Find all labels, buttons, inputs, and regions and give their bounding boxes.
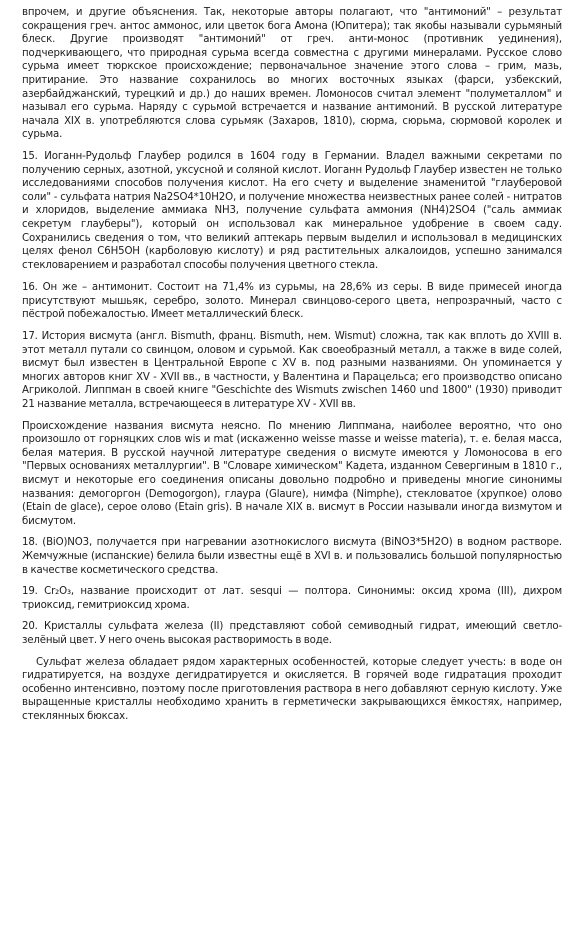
paragraph-note-18-bismuth-nitrate: 18. (BiO)NO3, получается при нагревании азотнокислого висмута (BiNO3*5H2O) в водном растворе. Жемчужные (испанские) белила были известны ещё в XVI в. и пользовались большой популярностью в качестве косметического средства. — [22, 537, 562, 576]
paragraph-bismuth-name-origin: Происхождение названия висмута неясно. По мнению Липпмана, наиболее вероятно, что оно произошло от горняцких слов wis и mat (искаженно weisse masse и weisse materia), т. е. белая масса, белая материя. В русской научной литературе сведения о висмуте имеются у Ломоносова в его "Первых основаниях металлургии". В "Словаре химическом" Кадета, изданном Севергиным в 1810 г., висмут и некоторые его соединения описаны довольно подробно и приведены многие синонимы названия: демогоргон (Demogorgon), глаура (Glaure), нимфа (Nimphe), стекловатое (хрупкое) олово (Etain de glace), серое олово (Etain gris). В начале XIX в. висмут в России называли иногда визмутом и бисмутом. — [22, 420, 562, 527]
paragraph-note-15-glauber: 15. Иоганн-Рудольф Глаубер родился в 1604 году в Германии. Владел важными секретами по получению серных, азотной, уксусной и соляной кислот. Иоганн Рудольф Глаубер известен не только исследованиями способов получения кислот. На его счету и выделение знаменитой "глауберовой соли" - сульфата натрия Na2SO4*10H2O, и получение множества неизвестных ранее солей - нитратов и хлоридов, выделение аммиака NH3, получение сульфата аммония (NH4)2SO4 ("саль аммиак секретум глауберы"), который он использовал как минеральное удобрение в своем саду. Сохранились сведения о том, что великий аптекарь первым выделил и использовал в медицинских целях фенол C6H5OH (карболовую кислоту) и ряд растительных алкалоидов, успешно занимался стекловарением и разработал способы получения цветного стекла. — [22, 150, 562, 271]
paragraph-iron-sulfate-storage: Сульфат железа обладает рядом характерных особенностей, которые следует учесть: в воде он гидратируется, на воздухе дегидратируется и окисляется. В горячей воде гидратация проходит особенно интенсивно, поэтому после приготовления раствора в него добавляют серную кислоту. Уже выращенные кристаллы необходимо хранить в герметически закрывающихся ёмкостях, например, стеклянных бюксах. — [22, 656, 562, 722]
paragraph-antimony-etymology: впрочем, и другие объяснения. Так, некоторые авторы полагают, что "антимоний" – результат сокращения греч. антос аммонос, или цветок бога Амона (Юпитера); так якобы называли сурьмяный блеск. Другие производят "антимоний" от греч. анти-монос (противник уединения), подчеркивающего, что природная сурьма всегда совместна с другими минералами. Русское слово сурьма имеет тюркское происхождение; первоначальное значение этого слова – грим, мазь, притирание. Это название сохранилось во многих восточных языках (фарси, узбекский, азербайджанский, турецкий и др.) до наших времен. Ломоносов считал элемент "полуметаллом" и называл его сурьма. Наряду с сурьмой встречается и название антимоний. В русской литературе начала XIX в. употребляются слова сурьмяк (Захаров, 1810), сюрма, сюрьма, сюрмовой королек и сурьма. — [22, 7, 562, 141]
paragraph-note-16-antimonite: 16. Он же – антимонит. Состоит на 71,4% из сурьмы, на 28,6% из серы. В виде примесей иногда присутствуют мышьяк, серебро, золото. Минерал свинцово-серого цвета, непрозрачный, часто с пёстрой побежалостью. Имеет металлический блеск. — [22, 282, 562, 321]
paragraph-note-17-bismuth-history: 17. История висмута (англ. Bismuth, франц. Bismuth, нем. Wismut) сложна, так как вплоть до XVIII в. этот металл путали со свинцом, оловом и сурьмой. Как своеобразный металл, а также в виде солей, висмут был известен в Центральной Европе с XV в. под разными названиями. Он упоминается у многих авторов книг XV - XVII вв., в частности, у Валентина и Парацельса; его производство описано Агриколой. Липпман в своей книге "Geschichte des Wismuts zwischen 1460 und 1800" (1930) приводит 21 название металла, встречающееся в литературе XV - XVII вв. — [22, 331, 562, 411]
paragraph-note-20-iron-sulfate: 20. Кристаллы сульфата железа (II) представляют собой семиводный гидрат, имеющий светло-зелёный цвет. У него очень высокая растворимость в воде. — [22, 621, 562, 646]
paragraph-note-19-chromium-oxide: 19. Cr₂O₃, название происходит от лат. sesqui — полтора. Синонимы: оксид хрома (III), дихром триоксид, гемитриоксид хрома. — [22, 586, 562, 611]
